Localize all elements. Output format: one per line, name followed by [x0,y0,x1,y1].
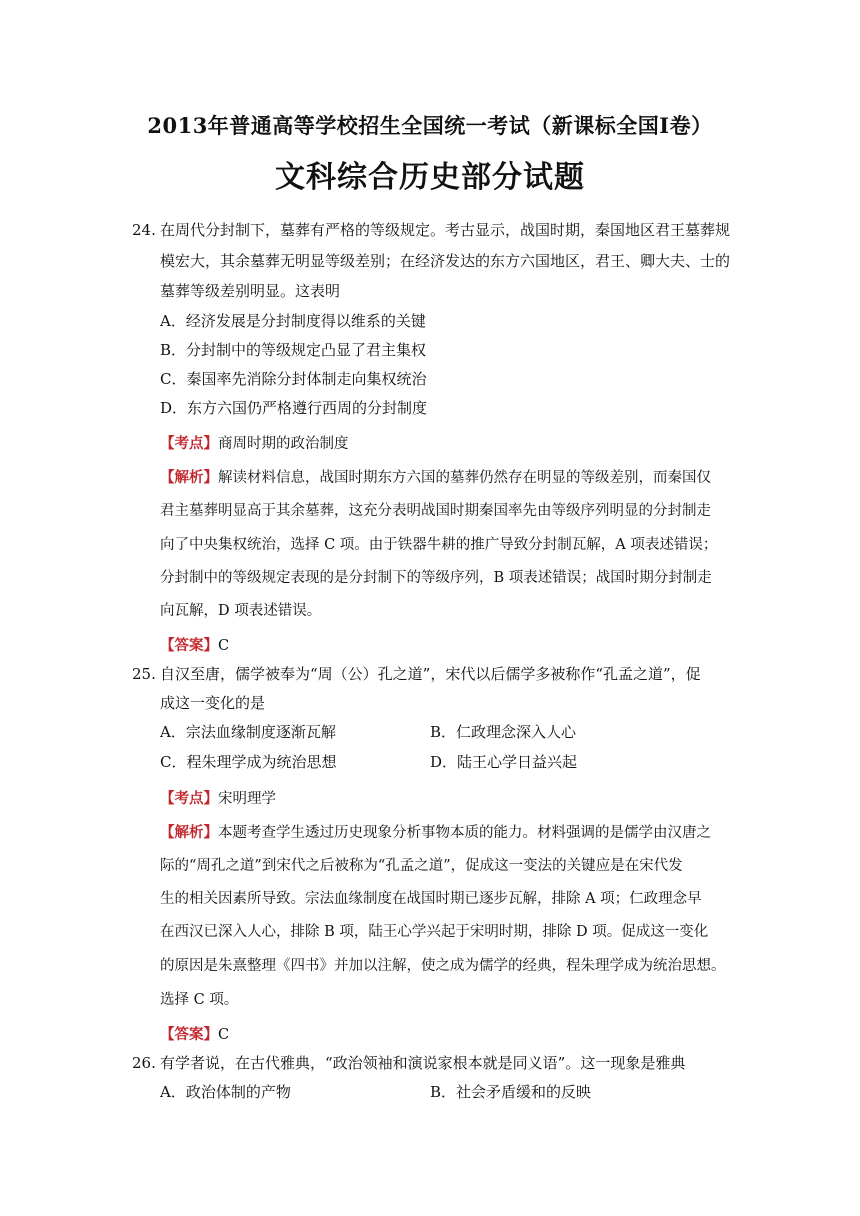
q25-jiexi-line-3: 生的相关因素所导致。宗法血缘制度在战国时期已逐步瓦解，排除 A 项；仁政理念早 [160,891,702,907]
q25-jiexi-line-5: 的原因是朱熹整理《四书》并加以注解，使之成为儒学的经典，程朱理学成为统治思想。 [160,958,726,974]
q24-stem-line-1: 24. 在周代分封制下，墓葬有严格的等级规定。考古显示，战国时期，秦国地区君王墓葬规 [132,221,731,239]
q25-answer: 【答案】C [160,1026,230,1043]
kaodian-label: 【考点】 [160,435,218,452]
q26-stem-line-1: 26. 有学者说，在古代雅典，“政治领袖和演说家根本就是同义语”。这一现象是雅典 [132,1054,686,1072]
daan-label: 【答案】 [160,637,218,654]
q25-jiexi-line-4: 在西汉已深入人心，排除 B 项，陆王心学兴起于宋明时期，排除 D 项。促成这一变化 [160,924,709,940]
q25-option-b: B．仁政理念深入人心 [430,723,577,741]
exam-subtitle: 文科综合历史部分试题 [275,160,585,195]
q24-option-c: C．秦国率先消除分封体制走向集权统治 [160,370,427,388]
q24-kaodian: 【考点】商周时期的政治制度 [160,435,349,452]
q25-stem-line-2: 成这一变化的是 [160,694,266,712]
q25-jiexi-line-6: 选择 C 项。 [160,992,239,1008]
q24-number: 24. [132,221,156,239]
q24-option-b: B．分封制中的等级规定凸显了君主集权 [160,341,427,359]
q24-jiexi-line-5: 向瓦解，D 项表述错误。 [160,603,322,619]
q24-stem-line-3: 墓葬等级差别明显。这表明 [160,282,341,300]
q24-option-d: D．东方六国仍严格遵行西周的分封制度 [160,399,428,417]
q24-jiexi-line-3: 向了中央集权统治，选择 C 项。由于铁器牛耕的推广导致分封制瓦解，A 项表述错误； [160,537,718,553]
q26-option-b: B．社会矛盾缓和的反映 [430,1083,592,1101]
q25-option-d: D．陆王心学日益兴起 [430,753,578,771]
q24-jiexi-line-4: 分封制中的等级规定表现的是分封制下的等级序列，B 项表述错误；战国时期分封制走 [160,570,712,586]
q25-jiexi-line-2: 际的“周孔之道”到宋代之后被称为“孔孟之道”，促成这一变法的关键应是在宋代发 [160,858,683,874]
q25-option-a: A．宗法血缘制度逐渐瓦解 [160,723,336,741]
q25-option-c: C．程朱理学成为统治思想 [160,753,337,771]
q24-answer: 【答案】C [160,637,230,654]
jiexi-label: 【解析】 [160,469,218,486]
q24-jiexi-line-1: 【解析】解读材料信息，战国时期东方六国的墓葬仍然存在明显的等级差别，而秦国仅 [160,469,711,486]
q24-stem-line-2: 模宏大，其余墓葬无明显等级差别；在经济发达的东方六国地区，君王、卿大夫、士的 [160,252,731,270]
q26-number: 26. [132,1054,156,1072]
q24-option-a: A．经济发展是分封制度得以维系的关键 [160,312,426,330]
exam-title: 2013年普通高等学校招生全国统一考试（新课标全国Ⅰ卷） [147,113,713,138]
q25-number: 25. [132,665,156,683]
q26-option-a: A．政治体制的产物 [160,1083,291,1101]
q25-stem-line-1: 25. 自汉至唐，儒学被奉为“周（公）孔之道”，宋代以后儒学多被称作“孔孟之道”，促 [132,665,701,683]
q25-jiexi-line-1: 【解析】本题考查学生透过历史现象分析事物本质的能力。材料强调的是儒学由汉唐之 [160,824,711,841]
q25-kaodian: 【考点】宋明理学 [160,790,276,807]
q24-jiexi-line-2: 君主墓葬明显高于其余墓葬，这充分表明战国时期秦国率先由等级序列明显的分封制走 [160,503,711,519]
